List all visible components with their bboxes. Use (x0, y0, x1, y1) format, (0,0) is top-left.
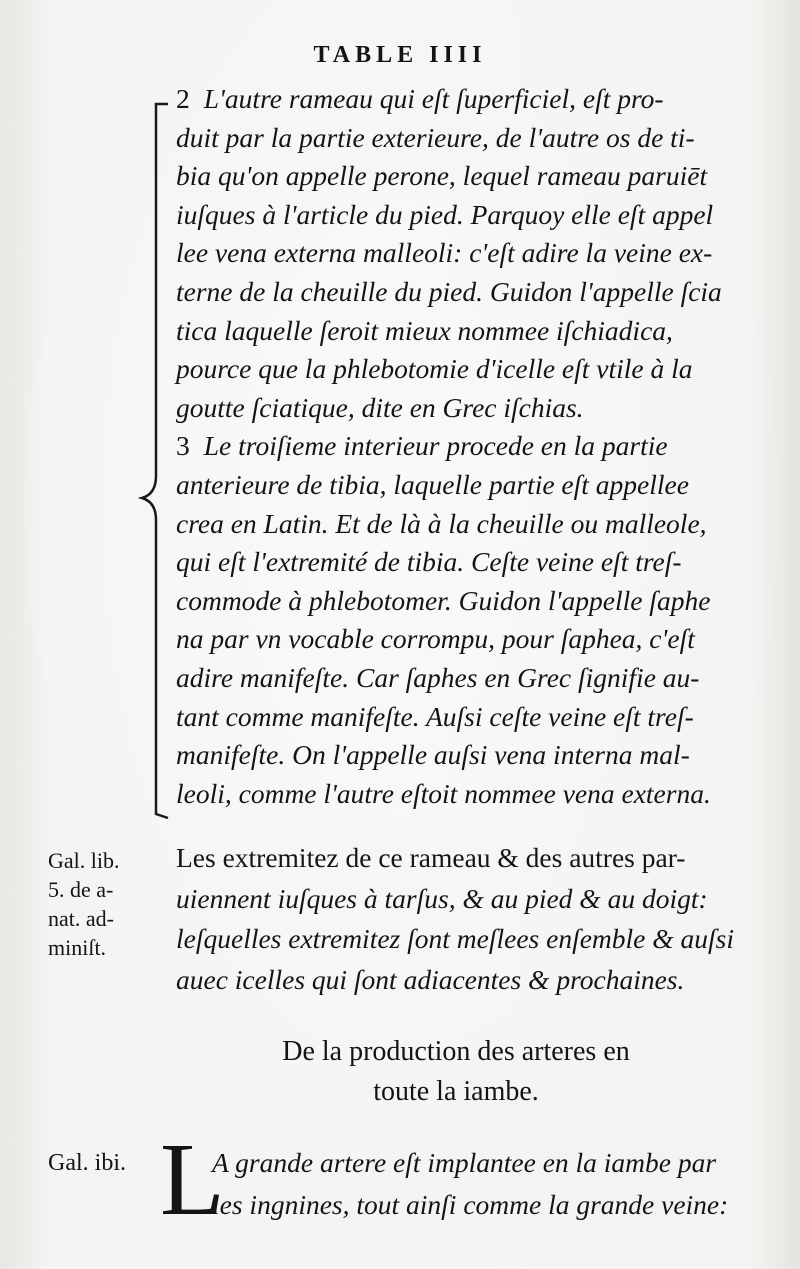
margin-note-line: Gal. lib. (48, 848, 120, 873)
text-line: goutte ſciatique, dite en Grec iſchias. (176, 391, 584, 423)
text-line: commode à phlebotomer. Guidon l'appelle ſaphe (176, 584, 711, 616)
paragraph-number: 3 (176, 430, 190, 462)
text-line: tant comme manifeſte. Auſsi ceſte veine eſt treſ- (176, 700, 694, 732)
text-line: terne de la cheuille du pied. Guidon l'appelle ſcia (176, 275, 722, 307)
text-line: duit par la partie exterieure, de l'autre os de ti- (176, 121, 695, 153)
text-line: pource que la phlebotomie d'icelle eſt vtile à la (176, 353, 693, 385)
margin-note-line: miniſt. (48, 935, 107, 960)
text-line: anterieure de tibia, laquelle partie eſt appellee (176, 468, 689, 500)
text-line: iuſques à l'article du pied. Parquoy elle eſt appel (176, 198, 714, 230)
text-line: Les extremitez de ce rameau & des autres par- (176, 842, 686, 873)
margin-note-gal-ibi: Gal. ibi. (48, 1150, 126, 1176)
text-line: adire manifeſte. Car ſaphes en Grec ſignifie au- (176, 661, 700, 693)
text-line: tica laquelle ſeroit mieux nommee iſchiadica, (176, 314, 673, 346)
final-paragraph (212, 1142, 782, 1226)
text-line: auec icelles qui ſont adiacentes & prochaines. (176, 963, 685, 995)
text-line: leoli, comme l'autre eſtoit nommee vena externa. (176, 777, 711, 809)
running-head: TABLE IIII (313, 42, 487, 68)
brace-bracket (138, 96, 178, 826)
text-line: lee vena externa malleoli: c'eſt adire la veine ex- (176, 237, 713, 269)
drop-cap: L (160, 1122, 224, 1237)
text-line: A grande artere eſt implantee en la iambe par (212, 1147, 717, 1178)
text-line: les ingnines, tout ainſi comme la grande veine: (212, 1189, 729, 1220)
margin-note-galen (48, 846, 158, 962)
main-text-block (176, 80, 786, 813)
text-line: crea en Latin. Et de là à la cheuille ou malleole, (176, 507, 707, 539)
extremities-paragraph (176, 838, 786, 1000)
section-heading (176, 1032, 736, 1112)
paragraph-number: 2 (176, 83, 190, 114)
text-line: na par vn vocable corrompu, pour ſaphea, c'eſt (176, 623, 695, 655)
text-line: qui eſt l'extremité de tibia. Ceſte veine eſt treſ- (176, 546, 682, 578)
margin-note-line: nat. ad- (48, 906, 114, 931)
section-heading-line: toute la iambe. (373, 1076, 539, 1107)
text-line: manifeſte. On l'appelle auſsi vena interna mal- (176, 739, 690, 771)
text-line: uiennent iuſques à tarſus, & au pied & au doigt: (176, 882, 708, 914)
text-line: leſquelles extremitez ſont meſlees enſemble & auſsi (176, 923, 734, 954)
section-heading-line: De la production des arteres en (282, 1036, 630, 1067)
text-line: 3 Le troiſieme interieur procede en la partie (176, 430, 668, 462)
text-line: 2 L'autre rameau qui eſt ſuperficiel, eſt pro- (176, 83, 664, 114)
text-line: bia qu'on appelle perone, lequel rameau paruiēt (176, 160, 708, 192)
margin-note-line: 5. de a- (48, 877, 114, 902)
